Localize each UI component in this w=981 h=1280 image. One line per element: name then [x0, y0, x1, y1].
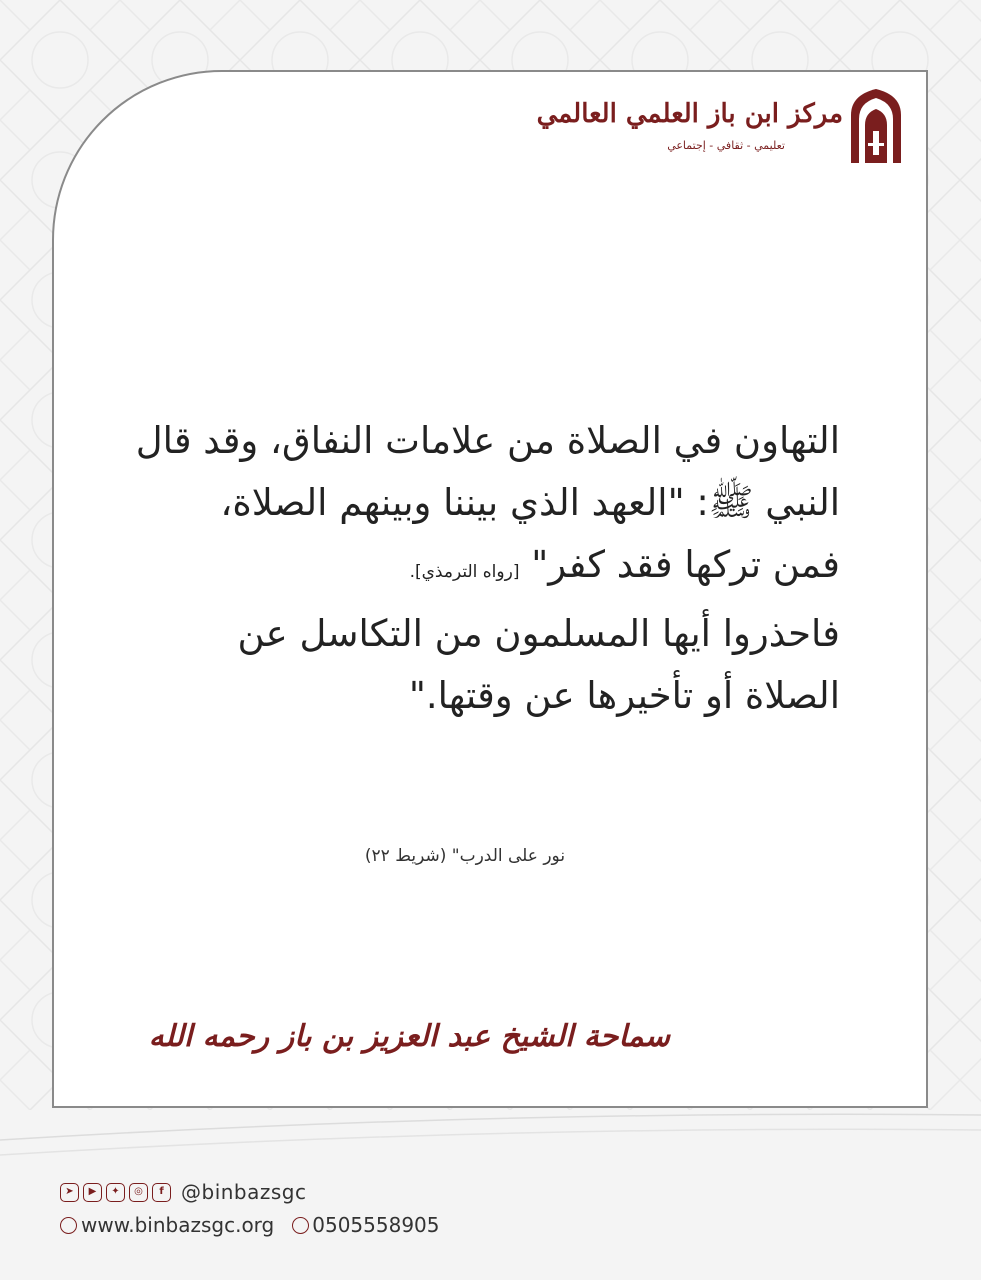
quote-line-2: النبي ﷺ: "العهد الذي بيننا وبينهم الصلاة،	[220, 481, 840, 524]
quote-line-5: الصلاة أو تأخيرها عن وقتها."	[408, 674, 840, 717]
quote-line-3-text: فمن تركها فقد كفر"	[531, 543, 840, 586]
facebook-icon[interactable]: f	[152, 1183, 171, 1202]
website-link[interactable]: www.binbazsgc.org	[81, 1213, 275, 1237]
quote-line-1: التهاون في الصلاة من علامات النفاق، وقد قال	[135, 419, 840, 462]
phone-group	[292, 1213, 439, 1237]
social-bar	[60, 1180, 307, 1204]
phone-number[interactable]: 0505558905	[312, 1213, 440, 1237]
logo	[536, 85, 905, 165]
quote-line-4: فاحذروا أيها المسلمون من التكاسل عن	[237, 612, 840, 655]
citation: [رواه الترمذي].	[409, 562, 520, 582]
globe-icon	[60, 1217, 77, 1234]
source-reference: نور على الدرب" (شريط ٢٢)	[364, 846, 566, 866]
signature-calligraphy: سماحة الشيخ عبد العزيز بن باز رحمه الله	[148, 1019, 670, 1054]
social-handle[interactable]: @binbazsgc	[181, 1180, 307, 1204]
whatsapp-icon	[292, 1217, 309, 1234]
contact-bar	[60, 1213, 440, 1237]
quote-text	[110, 410, 840, 727]
quote-line-3	[110, 534, 840, 603]
logo-tagline: تعليمي - ثقافي - إجتماعي	[667, 139, 785, 152]
logo-title: مركز ابن باز العلمي العالمي	[536, 99, 843, 129]
decorative-lines	[0, 1100, 981, 1160]
instagram-icon[interactable]: ◎	[129, 1183, 148, 1202]
youtube-icon[interactable]: ▶	[83, 1183, 102, 1202]
twitter-icon[interactable]: ✦	[106, 1183, 125, 1202]
mosque-emblem-icon	[847, 85, 905, 165]
telegram-icon[interactable]: ➤	[60, 1183, 79, 1202]
